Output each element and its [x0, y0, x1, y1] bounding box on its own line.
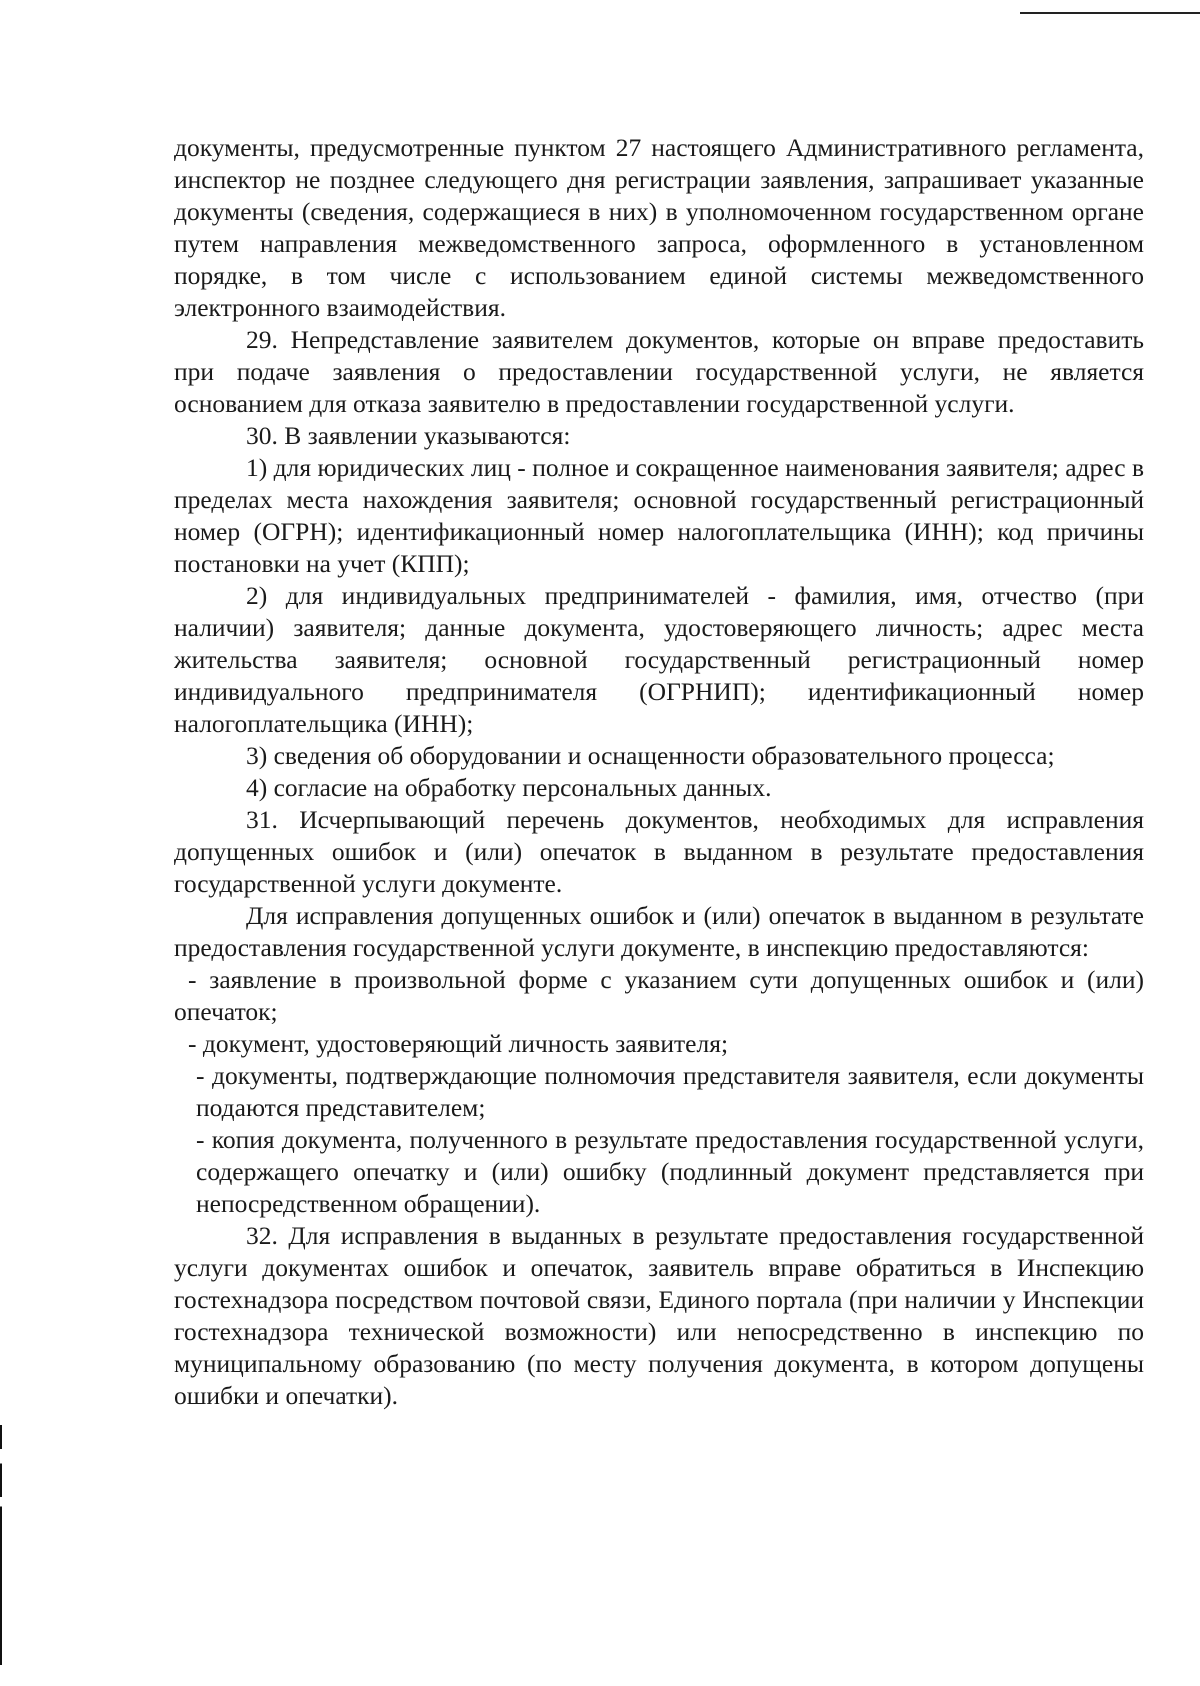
paragraph-31-body: Для исправления допущенных ошибок и (или) опечаток в выданном в результате предоставления государственной услуги документе, в инспекцию предоставляются: — [174, 901, 1144, 962]
dash-item-authority: - документы, подтверждающие полномочия представителя заявителя, если документы подаются представителем; — [196, 1061, 1144, 1122]
dash-item-identity: - документ, удостоверяющий личность заявителя; — [188, 1029, 729, 1058]
paragraph-32: 32. Для исправления в выданных в результате предоставления государственной услуги документах ошибок и опечаток, заявитель вправе обратиться в Инспекцию гостехнадзора посредством почтовой связи, Единого портала (при наличии у Инспекции гостехнадзора технической возможности) или непосредственно в инспекцию по муниципальному образованию (по месту получения документа, в котором допущены ошибки и опечатки). — [174, 1221, 1144, 1410]
scan-border-line — [1020, 12, 1200, 14]
list-item-3: 3) сведения об оборудовании и оснащенности образовательного процесса; — [246, 741, 1055, 770]
paragraph-29: 29. Непредставление заявителем документов, которые он вправе предоставить при подаче заявления о предоставлении государственной услуги, не является основанием для отказа заявителю в предоставлении государственной услуги. — [174, 325, 1144, 418]
paragraph-30: 30. В заявлении указываются: — [246, 421, 571, 450]
dash-item-application: - заявление в произвольной форме с указанием сути допущенных ошибок и (или) опечаток; — [174, 965, 1144, 1026]
scan-edge-mark — [0, 1425, 2, 1665]
paragraph-continuation: документы, предусмотренные пунктом 27 настоящего Административного регламента, инспектор не позднее следующего дня регистрации заявления, запрашивает указанные документы (сведения, содержащиеся в них) в уполномоченном государственном органе путем направления межведомственного запроса, оформленного в установленном порядке, в том числе с использованием единой системы межведомственного электронного взаимодействия. — [174, 133, 1144, 322]
dash-item-copy: - копия документа, полученного в результате предоставления государственной услуги, содержащего опечатку и (или) ошибку (подлинный документ представляется при непосредственном обращении). — [196, 1125, 1144, 1218]
list-item-1: 1) для юридических лиц - полное и сокращенное наименования заявителя; адрес в пределах места нахождения заявителя; основной государственный регистрационный номер (ОГРН); идентификационный номер налогоплательщика (ИНН); код причины постановки на учет (КПП); — [174, 453, 1144, 578]
document-body — [174, 132, 1144, 1412]
paragraph-31: 31. Исчерпывающий перечень документов, необходимых для исправления допущенных ошибок и (или) опечаток в выданном в результате предоставления государственной услуги документе. — [174, 805, 1144, 898]
list-item-4: 4) согласие на обработку персональных данных. — [246, 773, 772, 802]
list-item-2: 2) для индивидуальных предпринимателей - фамилия, имя, отчество (при наличии) заявителя; данные документа, удостоверяющего личность; адрес места жительства заявителя; основной государственный регистрационный номер индивидуального предпринимателя (ОГРНИП); идентификационный номер налогоплательщика (ИНН); — [174, 581, 1144, 738]
